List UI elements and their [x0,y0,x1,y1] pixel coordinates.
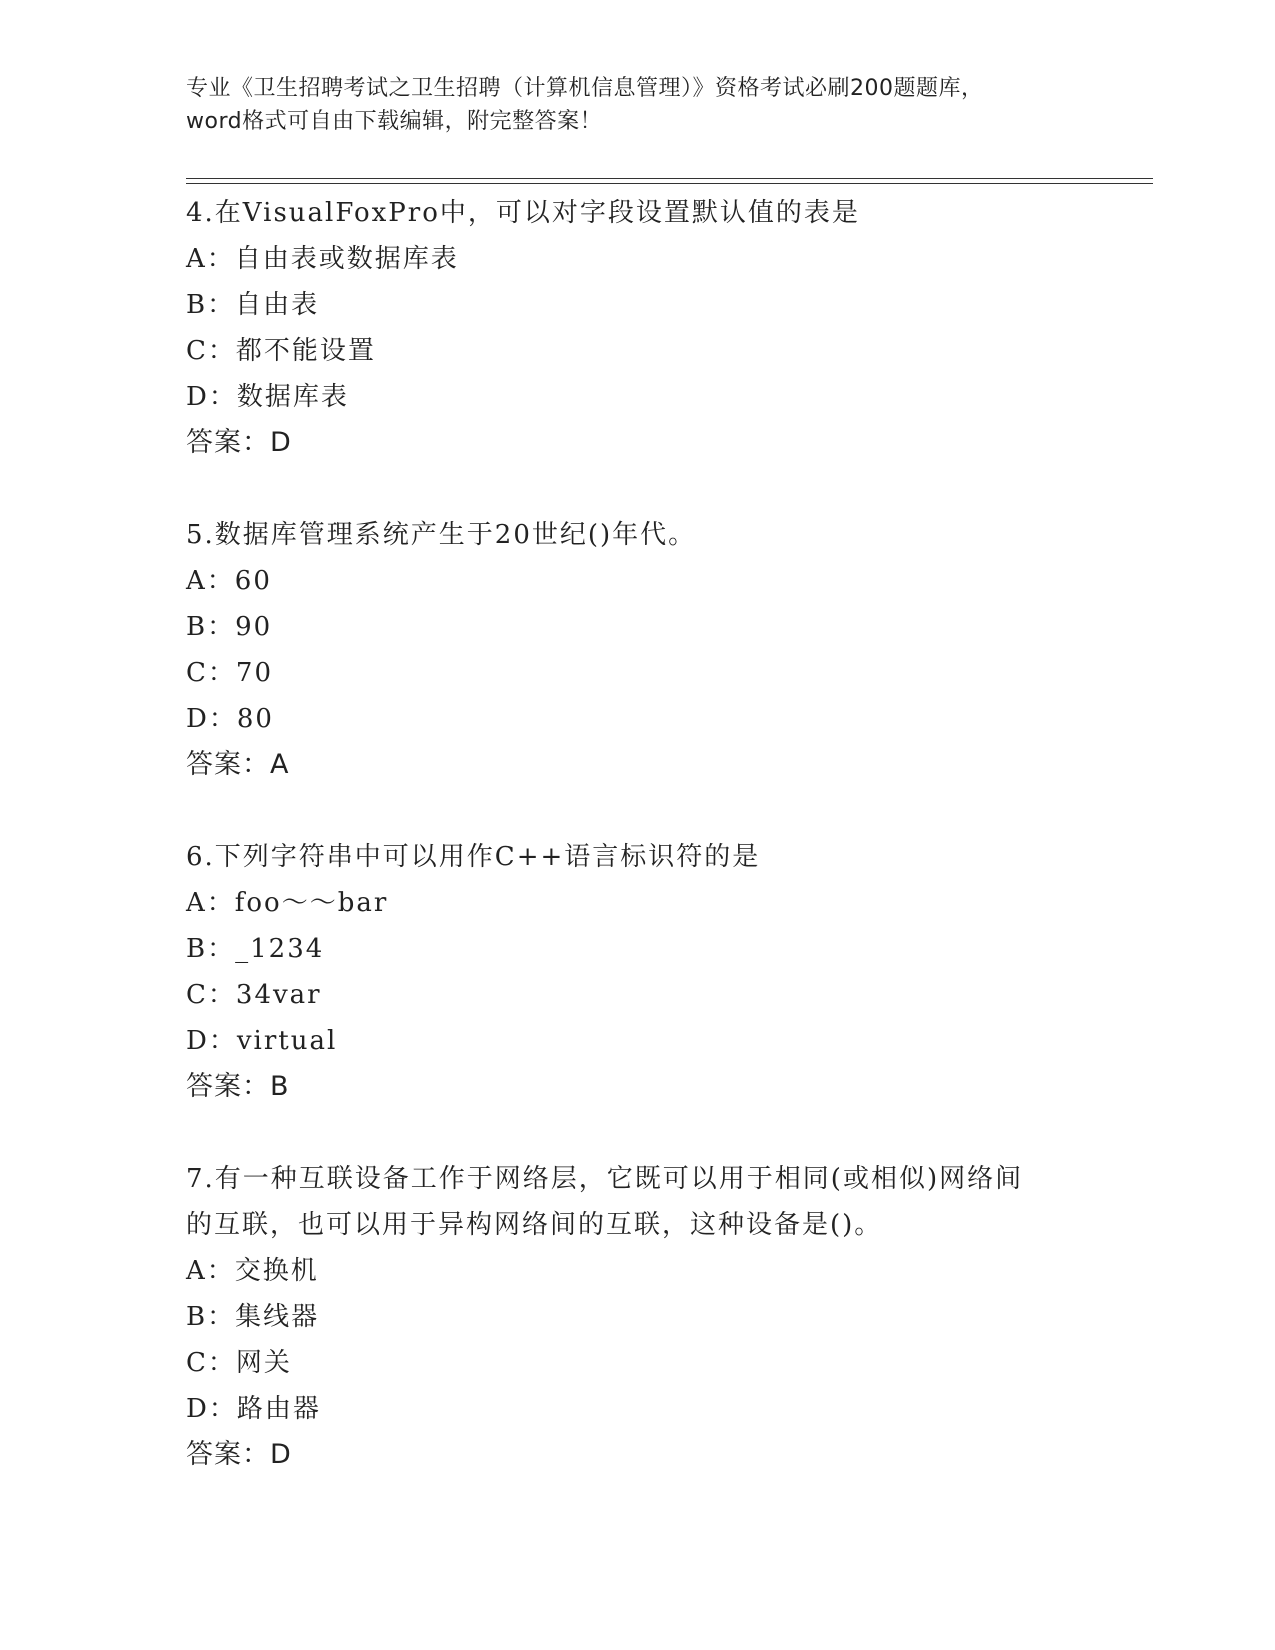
option-text: 交换机 [234,1256,319,1286]
option-key: A： [186,244,235,274]
option-text: 34var [235,980,322,1010]
header-line-2: word格式可自由下载编辑，附完整答案！ [186,109,603,134]
option-text: virtual [236,1026,338,1056]
option-a [186,1248,1086,1294]
option-text: 网关 [235,1348,292,1378]
header-line-1: 专业《卫生招聘考试之卫生招聘（计算机信息管理）》资格考试必刷200题题库， [186,76,984,101]
option-b [186,1294,1086,1340]
option-key: C： [186,980,236,1010]
option-b [186,282,1086,328]
option-text: foo～～bar [234,888,389,918]
option-text: 60 [234,566,272,596]
header-divider-top [186,178,1153,179]
answer-line: 答案：D [186,1439,292,1470]
option-d [186,696,1086,742]
option-key: C： [186,1348,236,1378]
option-key: D： [186,1394,237,1424]
header-divider-bottom [186,183,1153,184]
option-b [186,926,1086,972]
answer-line: 答案：B [186,1071,290,1102]
option-key: C： [186,658,236,688]
option-key: B： [186,934,236,964]
option-text: 路由器 [236,1394,321,1424]
question-list [186,190,1086,1524]
option-d [186,1386,1086,1432]
option-text: 自由表或数据库表 [234,244,459,274]
option-key: B： [186,612,236,642]
question-text: 6.下列字符串中可以用作C++语言标识符的是 [186,842,761,872]
option-text: 80 [236,704,274,734]
option-b [186,604,1086,650]
option-text: 都不能设置 [235,336,376,366]
option-key: A： [186,566,235,596]
option-text: _1234 [235,934,325,964]
option-c [186,650,1086,696]
option-key: C： [186,336,236,366]
question-4 [186,190,1086,466]
option-d [186,1018,1086,1064]
option-key: A： [186,888,235,918]
option-a [186,880,1086,926]
option-key: B： [186,290,236,320]
option-c [186,972,1086,1018]
option-text: 自由表 [235,290,320,320]
question-5 [186,512,1086,788]
option-key: D： [186,1026,237,1056]
question-text: 7.有一种互联设备工作于网络层，它既可以用于相同(或相似)网络间 [186,1164,1024,1194]
option-key: D： [186,704,237,734]
option-d [186,374,1086,420]
question-text: 4.在VisualFoxPro中，可以对字段设置默认值的表是 [186,198,860,228]
question-7 [186,1156,1086,1478]
option-text: 数据库表 [236,382,349,412]
question-text-continued: 的互联，也可以用于异构网络间的互联，这种设备是()。 [186,1210,883,1240]
question-text: 5.数据库管理系统产生于20世纪()年代。 [186,520,697,550]
answer-line: 答案：A [186,749,290,780]
option-text: 70 [235,658,273,688]
option-a [186,236,1086,282]
option-text: 集线器 [235,1302,320,1332]
option-c [186,328,1086,374]
option-text: 90 [235,612,273,642]
question-6 [186,834,1086,1110]
option-a [186,558,1086,604]
document-header [186,72,1086,138]
option-key: D： [186,382,237,412]
answer-line: 答案：D [186,427,292,458]
option-c [186,1340,1086,1386]
option-key: A： [186,1256,235,1286]
option-key: B： [186,1302,236,1332]
